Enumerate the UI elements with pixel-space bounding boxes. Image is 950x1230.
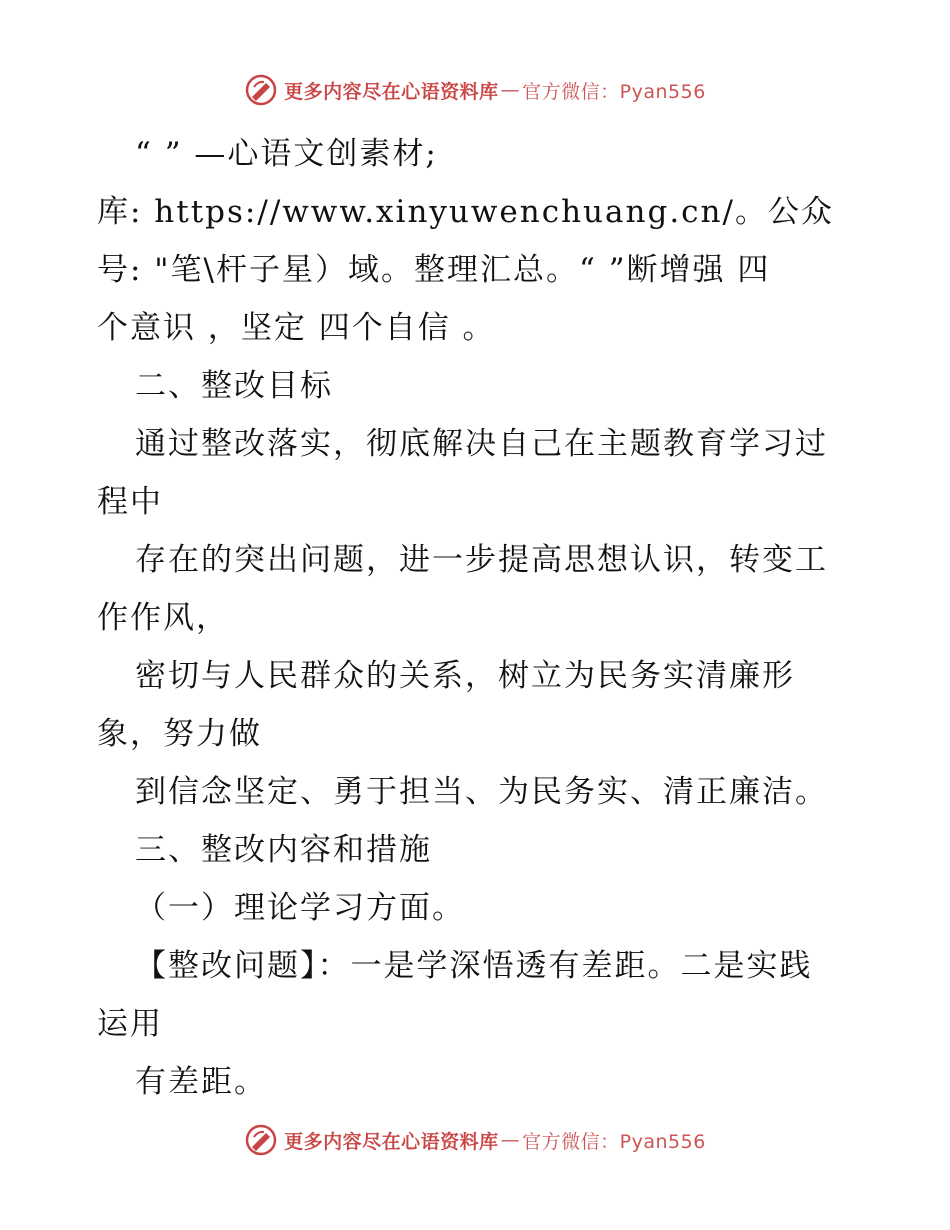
doc-line-10: 密切与人民群众的关系，树立为民务实清廉形	[135, 658, 795, 694]
doc-line-8: 存在的突出问题，进一步提高思想认识，转变工	[135, 542, 828, 578]
doc-line-2: 库: https://www.xinyuwenchuang.cn/。公众	[97, 194, 834, 230]
watermark-dash: —	[500, 1129, 521, 1151]
footer-watermark	[0, 1120, 950, 1160]
watermark-dash: —	[500, 79, 521, 101]
brand-logo-icon	[244, 73, 278, 107]
doc-line-11: 象，努力做	[97, 716, 262, 752]
doc-line-7: 程中	[97, 484, 163, 520]
section-heading-goals: 二、整改目标	[135, 368, 333, 404]
doc-line-4: 个意识 ，坚定 四个自信 。	[97, 310, 496, 346]
doc-line-9: 作作风，	[97, 600, 229, 636]
header-watermark	[0, 70, 950, 110]
watermark-brand: 更多内容尽在心语资料库	[284, 80, 499, 103]
doc-line-16: 运用	[97, 1006, 163, 1042]
watermark-wechat: 官方微信：Pyan556	[522, 1130, 706, 1153]
doc-line-3: 号: "笔\杆子星）域。整理汇总。“ ”断增强 四	[97, 252, 771, 288]
watermark-wechat: 官方微信：Pyan556	[522, 80, 706, 103]
subsection-heading-theory: （一）理论学习方面。	[135, 890, 465, 926]
doc-line-6: 通过整改落实，彻底解决自己在主题教育学习过	[135, 426, 828, 462]
section-heading-measures: 三、整改内容和措施	[135, 832, 432, 868]
doc-line-15: 【整改问题】：一是学深悟透有差距。二是实践	[135, 948, 813, 984]
doc-line-12: 到信念坚定、勇于担当、为民务实、清正廉洁。	[135, 774, 828, 810]
doc-line-1: “ ” —心语文创素材;	[135, 136, 438, 172]
brand-logo-icon	[244, 1123, 278, 1157]
watermark-brand: 更多内容尽在心语资料库	[284, 1130, 499, 1153]
document-body	[97, 125, 857, 1111]
doc-line-17: 有差距。	[135, 1064, 267, 1100]
